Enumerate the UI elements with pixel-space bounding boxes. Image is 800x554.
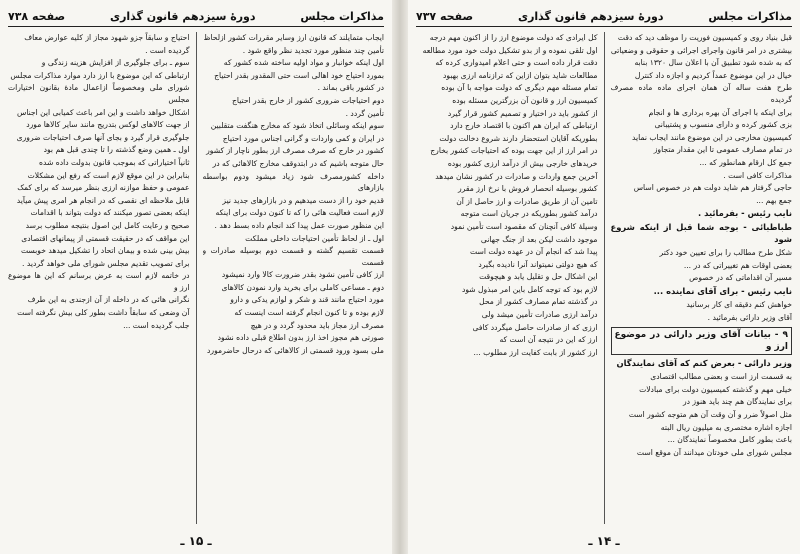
text-line: مطالعات شاید بتوان ازاین که ترازنامه ارزی بهبود — [443, 70, 598, 80]
left-page-number: ـ ۱۵ ـ — [180, 534, 212, 548]
text-line: بزی کشور کرده و دارای منسوب و پشتیبانی — [654, 120, 792, 130]
text-line: تأمین گردد . — [345, 108, 384, 118]
text-line: ثانیاً اختیاراتی که بموجب قانون بدولت داده شده — [39, 157, 190, 167]
text-line: مذاکرات کافی است . — [723, 170, 792, 180]
text-line: بیشتری در امر قانون واجرای اجرائی و حقوقی و وضعیاتی — [610, 45, 792, 55]
text-line: کل ایرادی که دولت موضوع ارز را از اکنون مهم درجه — [429, 33, 598, 42]
text-line: در امر ارز از این جهت بوده که احتیاجات کشور بخارج — [430, 146, 598, 156]
left-page-col-right — [203, 32, 385, 524]
text-line: شکل طرح مطالب را برای تعیین خود دکتر — [659, 248, 792, 258]
text-line: قبل بنیاد روی و کمیسیون فوریت را موظف دید که دقت — [617, 33, 792, 42]
book-gutter — [392, 0, 408, 554]
left-page-session: دورهٔ سیزدهم قانون گذاری — [110, 9, 256, 23]
text-line: صورتی هم مجوز اخذ ارز بدون اطلاع قبلی داده نشود — [217, 333, 384, 343]
text-line: این اشکال حل و تقلیل یابد و هیچوقت — [479, 272, 598, 282]
text-line: تمام مسئله مهم دیگری که دولت مواجه با آن بوده — [441, 83, 598, 93]
text-line: مثل اصولاً ضرر و آن وقت آن هم متوجه کشور است — [628, 410, 792, 420]
left-page — [0, 0, 392, 554]
right-page — [408, 0, 800, 554]
text-line: ایجاب متمایلند که قانون ارز وسایر مقررات کشور ازلحاظ — [203, 33, 384, 42]
text-line: تامین آن از طریق صادرات و ارز حاصل از آن — [456, 196, 598, 206]
text-line: ارز کافی تأمین نشود بقدر ضرورت کالا وارد نمیشود — [221, 270, 384, 280]
text-line: از کشور باید در اختیار و تصمیم کشور قرار گیرد — [447, 108, 598, 118]
text-line: اشکال خواهد داشت و این امر باعث کمیابی این اجناس — [17, 107, 190, 117]
right-page-columns — [416, 32, 792, 524]
left-page-title: مذاکرات مجلس — [300, 9, 384, 23]
text-line: مسیر آن اقداماتی که در خصوص — [689, 273, 792, 283]
text-line: کمیسیون ارز و قانون آن بزرگترین مسئله بوده — [452, 95, 598, 105]
text-line: سوم ـ برای جلوگیری از افزایش هزینه زندگی و — [41, 58, 190, 68]
right-page-number: ـ ۱۴ ـ — [588, 534, 620, 548]
text-line: درآمد کشور بطوریکه در جریان است متوجه — [460, 209, 598, 219]
text-line: جمع بهم ... — [756, 195, 792, 205]
left-page-label: صفحه ۷۳۸ — [8, 9, 66, 23]
right-page-col-left — [416, 32, 598, 524]
text-line: بمورد احتیاج خود اهالی است حتی المقدور بقدر احتیاج — [214, 70, 384, 80]
text-line: طباطبائی - بوجه شما قبل از اینکه شروع شود — [610, 221, 792, 244]
left-page-columns — [8, 32, 384, 524]
text-line: لازم است فعالیت هائی را که تا کنون دولت برای اینکه — [215, 208, 384, 218]
text-line: که هیچ دولتی نمیتواند آنرا نادیده بگیرد — [478, 259, 598, 269]
text-line: خواهش کنم دقیقه ای کار برسانید — [686, 300, 792, 310]
text-line: ارز که این در نتیجه آن است که — [499, 335, 598, 345]
text-line: ارز کشور از بابت کفایت ارز مطلوب ... — [473, 347, 598, 357]
text-line: وسیلهٔ کافی آنچنان که مقصود است تأمین نمود — [450, 221, 598, 231]
text-line: آخرین جمع واردات و صادرات در کشور نشان میدهد — [435, 171, 598, 181]
right-page-header — [416, 6, 792, 27]
text-line: برای تصویب تقدیم مجلس شورای ملی خواهد گردید . — [22, 258, 190, 268]
right-page-col-right — [611, 32, 793, 524]
text-line: ارزی که از صادرات حاصل میگردد کافی — [472, 322, 598, 332]
text-line: آقای وزیر دارائی بفرمائید . — [707, 313, 792, 323]
text-line: نگرانی هائی که در داخله از آن ازجندی به این طرف — [27, 295, 190, 305]
text-line: داخله کشورمصرف شود زیاد میشود ودوم بواسطه بازارهای — [202, 171, 384, 193]
text-line: موجود داشت لیکن بعد از جنگ جهانی — [480, 234, 598, 244]
text-line: این منظور صورت عمل پیدا کند انجام داده بسط دهد . — [214, 220, 384, 230]
text-line: بیش بینی شده و بیمان اتحاد را تشکیل میدهد خوبست — [20, 246, 190, 256]
text-line: مصرف ارز مجاز باید محدود گردد و در هیچ — [250, 320, 384, 330]
text-line: شورای ملی ومخصوصاً ازاعمال مادهٔ بقانون اختیارات مجلس — [8, 83, 190, 104]
text-line: باعث بطور کامل مخصوصاً نمایندگان ... — [667, 435, 792, 445]
text-line: خریدهای خارجی بیش از درآمد ارزی کشور بوده — [447, 158, 598, 168]
text-line: دوم احتیاجات ضروری کشور از خارج بقدر احتیاج — [232, 95, 384, 105]
text-line: طرح هفت ساله آن همان اجرای ماده ماده مصرف گردیده — [610, 83, 792, 104]
text-line: جمع کل ارقام همانطور که ... — [699, 157, 792, 167]
text-line: سوم اینکه وسائلی اتخاذ شود که مخارج هنگفت متقلبین — [210, 121, 384, 131]
text-line: جلوگیری قرار گیرد و بجای آنها صرف احتیاجات ضروری — [16, 132, 190, 142]
text-line: بنابراین در این موقع لازم است که رفع این مشکلات — [27, 170, 190, 180]
text-line: تأمین چند منظور مورد تجدید نظر واقع شود . — [242, 45, 384, 55]
text-line: کشور بوسیله انحصار فروش با نرخ ارز مقرر — [458, 184, 598, 194]
text-line: برای نمایندگان هم چند باید هنوز در — [682, 397, 792, 407]
text-line: حاجی گرفتار هم شاید دولت هم در خصوص اساس — [633, 183, 792, 193]
text-line: درآمد ارزی صادرات تأمین میشد ولی — [481, 310, 598, 320]
text-line: در خاتمه لازم است به عرض برسانم که این ها موضوع ارز و — [8, 271, 190, 292]
text-line: لازم بود که توجه کامل باین امر مبذول شود — [461, 284, 598, 294]
text-line: خیلی مهم و گذشته کمیسیون دولت برای مبادلات — [639, 384, 792, 394]
left-page-col-left — [8, 32, 190, 524]
text-line: قابل ملاحظه ای نقصی که در انجام هر امری پیش میآید — [16, 195, 190, 205]
text-line: قدیم خود را از دست میدهیم و در بازارهای جدید نیز — [222, 195, 384, 205]
left-page-header — [8, 6, 384, 27]
text-line: اول ـ همین وضع گذشته را تا چندی قبل هم بود — [43, 145, 190, 155]
right-page-session: دورهٔ سیزدهم قانون گذاری — [518, 9, 664, 23]
text-line: در ایران و کمی واردات و گرانی اجناس مورد احتیاج — [222, 133, 384, 143]
text-line: اینکه بعضی تصور میکنند که دولت بتواند با اقدامات — [30, 208, 190, 218]
text-line: از جهت کالاهای لوکس بتدریج مانند سایر کالاها مورد — [26, 120, 190, 130]
text-line: دقت قرار داده است و حتی اعلام امیدواری کرده که — [435, 58, 598, 68]
text-line: نایب رئیس - بفرمائید . — [698, 208, 792, 219]
text-line: ارتباطی که این موضوع با ارز دارد موارد مذاکرات مجلس — [10, 70, 190, 80]
text-line: قسمت تقسیم گشته و قسمت دوم بوسیله صادرات و قسمت — [202, 246, 384, 267]
text-line: ارتباطی که ایران هم اکنون با اقتصاد خارج دارد — [450, 121, 598, 131]
text-line: که به شده شود تطبیق آن با اعلان سال ۱۳۲۰ بنابه — [634, 58, 792, 68]
text-line: جلب گردیده است ... — [123, 320, 190, 330]
text-line: برای اینکه با اجرای آن بهره برداری ها و انجام — [648, 107, 792, 117]
text-line: ملی بسود ورود قسمتی از کالاهائی که درحال حاضرمورد — [207, 345, 384, 355]
text-line: در کشور باقی بماند . — [317, 83, 384, 93]
text-line: آن وضعی که سابقاً داشت بطور کلی بیش نگرفته است — [17, 308, 190, 318]
text-line: اول تلقی نموده و از بدو تشکیل دولت خود مورد مطالعه — [422, 45, 598, 55]
text-line: نایب رئیس - برای آقای نماینده ... — [653, 285, 792, 296]
text-line: دوم ـ مساعی کاملی برای بخرید وارد نمودن کالاهای — [221, 282, 384, 292]
text-line: گردیده است . — [145, 45, 190, 55]
text-line: کشور در خارج که صرف مصرف ارز بطور ناچار از کشور — [206, 146, 384, 156]
text-line: کمیسیون مخارجی در این موضوع مانند ایجاب نماید — [632, 132, 792, 142]
right-page-label: صفحه ۷۳۷ — [416, 9, 474, 23]
column-divider — [604, 32, 605, 524]
text-line: پیدا شد که انجام آن در عهده دولت است — [470, 247, 598, 257]
text-line: در تمام مصارف عمومی تا این مقدار متجاوز — [653, 145, 792, 155]
right-page-title: مذاکرات مجلس — [708, 9, 792, 23]
text-line: خیال در این موضوع عمداً کردیم و اجازه داد کنترل — [634, 70, 792, 80]
text-line: بطوریکه آقایان استحضار دارند شروع دخالت دولت — [439, 133, 598, 143]
text-line: اجازه اشاره مختصری به میلیون ریال البته — [660, 422, 792, 432]
text-line: در گذشته تمام مصارف کشور از محل — [479, 297, 598, 307]
text-line: صحیح و رعایت کامل این اصول بنتیجه مطلوب برسد — [25, 220, 190, 230]
column-divider — [196, 32, 197, 524]
text-line: وزیر دارائی - بعرض کنم که آقای نمایندگان — [616, 357, 792, 368]
text-line: ۹ - بیانات آقای وزیر دارائی در موضوع ارز و — [611, 327, 793, 355]
text-line: لازم بوده و تا کنون انجام گرفته است اینست که — [234, 308, 384, 318]
text-line: عمومی و حفظ موازنه ارزی بنظر میرسد که برای کمک — [17, 183, 190, 193]
text-line: اول ـ از لحاظ تأمین احتیاجات داخلی مملکت — [245, 233, 384, 243]
text-line: مجلس شورای ملی خودتان میدانند آن موقع است — [636, 447, 792, 457]
text-line: حال متوجه باشیم که در ابتدوقف مخارج کالاهائی که در — [212, 158, 384, 168]
text-line: اول اینکه خوانبار و مواد اولیه ساخته شده کشور که — [223, 58, 384, 68]
text-line: این مواقف که در حقیقت قسمتی از پیمانهای اقتصادی — [21, 233, 190, 243]
text-line: مورد احتیاج مانند قند و شکر و لوازم یدکی و دارو — [230, 295, 384, 305]
text-line: احتیاج و سابقاً جزو شهود مجاز از کلیه عوارض معاف — [24, 33, 190, 42]
text-line: به قسمت ارز است و بعضی مطالب اقتصادی — [650, 372, 792, 382]
text-line: بعضی اوقات هم تغییراتی که در ... — [683, 260, 792, 270]
